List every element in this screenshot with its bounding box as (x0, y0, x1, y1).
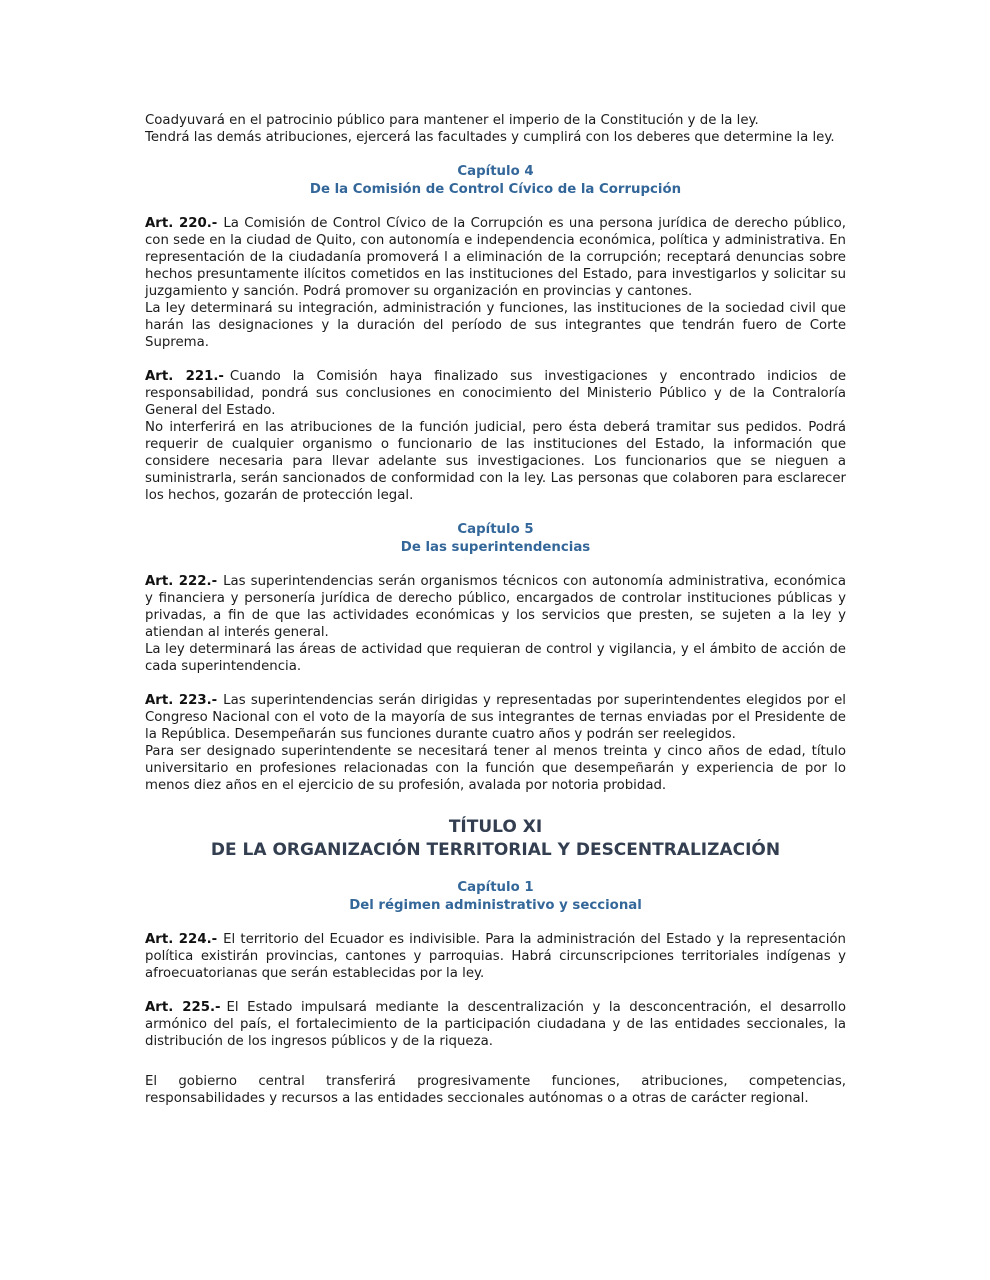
chapter-5-heading (145, 521, 846, 556)
article-223-label: Art. 223.- (145, 693, 218, 708)
article-221-text: Cuando la Comisión haya finalizado sus investigaciones y encontrado indicios de responsabilidad, pondrá sus conclusiones en conocimiento del Ministerio Público y de la Contraloría General del Estado. (145, 369, 846, 418)
chapter-5-subtitle: De las superintendencias (400, 539, 591, 555)
chapter-5-title: Capítulo 5 (457, 522, 534, 537)
article-224-text: El territorio del Ecuador es indivisible. Para la administración del Estado y la representación política existirán provincias, cantones y parroquias. Habrá circunscripciones territoriales indígenas y afroecuatorianas que serán establecidas por la ley. (145, 932, 846, 981)
article-222-text: Las superintendencias serán organismos técnicos con autonomía administrativa, económica y financiera y personería jurídica de derecho público, encargados de controlar instituciones públicas y privadas, a fin de que las actividades económicas y los servicios que presten, se sujeten a la ley y atiendan al interés general. (145, 574, 846, 640)
article-220-paragraph (145, 215, 846, 300)
title-11-title: TÍTULO XI (448, 817, 543, 837)
chapter-1-heading (145, 879, 846, 914)
chapter-4-subtitle: De la Comisión de Control Cívico de la Corrupción (309, 181, 682, 197)
article-221-label: Art. 221.- (145, 369, 224, 384)
article-223-paragraph (145, 692, 846, 743)
title-11-subtitle: DE LA ORGANIZACIÓN TERRITORIAL Y DESCENTRALIZACIÓN (210, 840, 781, 860)
article-225-label: Art. 225.- (145, 1000, 221, 1015)
article-220-addendum: La ley determinará su integración, administración y funciones, las instituciones de la sociedad civil que harán las designaciones y la duración del período de sus integrantes que tendrán fuero de Corte Suprema. (145, 301, 846, 350)
article-222-addendum: La ley determinará las áreas de actividad que requieran de control y vigilancia, y el ámbito de acción de cada superintendencia. (145, 642, 846, 674)
article-222-label: Art. 222.- (145, 574, 218, 589)
article-224-label: Art. 224.- (145, 932, 218, 947)
article-221-paragraph (145, 368, 846, 419)
title-11-heading (145, 816, 846, 862)
article-220-text: La Comisión de Control Cívico de la Corrupción es una persona jurídica de derecho público, con sede en la ciudad de Quito, con autonomía e independencia económica, política y administrativa. En representación de la ciudadanía promoverá l a eliminación de la corrupción; receptará denuncias sobre hechos presuntamente ilícitos cometidos en las instituciones del Estado, para investigarlos y solicitar su juzgamiento y sanción. Podrá promover su organización en provincias y cantones. (145, 216, 847, 299)
closing-paragraph: El gobierno central transferirá progresivamente funciones, atribuciones, competencias, responsabilidades y recursos a las entidades seccionales autónomas o a otras de carácter regional. (145, 1074, 846, 1106)
article-224-paragraph (145, 931, 846, 982)
article-223-addendum: Para ser designado superintendente se necesitará tener al menos treinta y cinco años de edad, título universitario en profesiones relacionadas con la función que desempeñarán y experiencia de por lo menos diez años en el ejercicio de su profesión, avalada por notoria probidad. (145, 744, 846, 793)
article-225-paragraph (145, 999, 846, 1050)
chapter-1-subtitle: Del régimen administrativo y seccional (349, 897, 642, 913)
document-content (145, 112, 846, 1107)
chapter-4-heading (145, 163, 846, 198)
chapter-1-title: Capítulo 1 (457, 880, 534, 895)
article-222-paragraph (145, 573, 846, 641)
article-221-addendum: No interferirá en las atribuciones de la función judicial, pero ésta deberá tramitar sus pedidos. Podrá requerir de cualquier organismo o funcionario de las instituciones del Estado, la información que considere necesaria para llevar adelante sus investigaciones. Los funcionarios que se nieguen a suministrarla, serán sancionados de conformidad con la ley. Las personas que colaboren para esclarecer los hechos, gozarán de protección legal. (145, 420, 846, 503)
intro-line-1: Coadyuvará en el patrocinio público para mantener el imperio de la Constitución y de la ley. (145, 113, 759, 128)
article-223-text: Las superintendencias serán dirigidas y representadas por superintendentes elegidos por el Congreso Nacional con el voto de la mayoría de sus integrantes de ternas enviadas por el Presidente de la República. Desempeñarán sus funciones durante cuatro años y podrán ser reelegidos. (145, 693, 846, 742)
article-225-text: El Estado impulsará mediante la descentralización y la desconcentración, el desarrollo armónico del país, el fortalecimiento de la participación ciudadana y de las entidades seccionales, la distribución de los ingresos públicos y de la riqueza. (145, 1000, 846, 1049)
chapter-4-title: Capítulo 4 (457, 164, 534, 179)
article-220-label: Art. 220.- (145, 216, 218, 231)
intro-line-2: Tendrá las demás atribuciones, ejercerá las facultades y cumplirá con los deberes que determine la ley. (145, 130, 835, 145)
